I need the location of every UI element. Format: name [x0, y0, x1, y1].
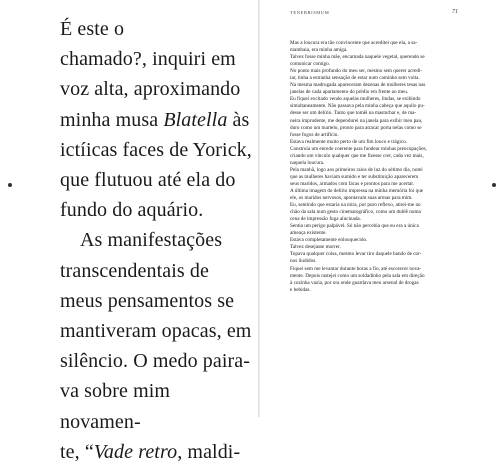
- text-line: desse ser um delírio. Tanto que tomêi na masturbar e, de ma-: [290, 110, 417, 117]
- text-line: Estava completamente enlouquecido.: [290, 237, 368, 244]
- text-line: Talvez desejasse morrer.: [290, 244, 341, 251]
- text-line: Estava realmente muito perto de um fim louco e trágico.: [290, 138, 407, 145]
- text-line: minha musa: [60, 108, 164, 131]
- text-line: silêncio. O medo paira-: [60, 350, 251, 373]
- text-line: comunicar comigo.: [290, 61, 331, 68]
- text-line: No ponto mais profundo do meu ser, mesmo sem querer acredi-: [290, 68, 423, 75]
- text-line: As manifestações: [80, 229, 223, 252]
- text-line: nos iludidos.: [290, 258, 317, 265]
- italic-term: Blatella: [163, 108, 228, 131]
- left-paragraph-1: [60, 14, 255, 225]
- text-line: chamado?, inquiri em: [60, 48, 236, 71]
- text-line: que as mulheres haviam sumido e ter substituição aparecerem: [290, 173, 419, 180]
- text-line: Sentia um perigo palpável. Só não percebia que eu era a única: [290, 223, 419, 230]
- text-line: simultaneamente. Não passava pela minha cabeça que aquilo pu-: [290, 103, 425, 110]
- text-line: Na mesma madrugada apareceram dezenas de mulheres tesas nas: [290, 82, 426, 89]
- text-line: à cozinha vazia, por ora onde guardava meu arsenal de drogas: [290, 279, 419, 286]
- text-line: mambaia, era minha amiga.: [290, 47, 348, 54]
- text-line: ictíicas faces de Yorick,: [60, 138, 252, 161]
- text-line: criando um vínculo qualquer que me fizesse crer, cada vez mais,: [290, 152, 424, 159]
- text-line: janelas de cada apartamento do prédio em frente ao meu.: [290, 89, 409, 96]
- text-line: A última imagem do delírio impressa na minha memória foi que: [290, 187, 424, 194]
- text-line: Pela manhã, logo aos primeiros raios de luz do sétimo dia, notei: [290, 166, 423, 173]
- page-number: 71: [452, 9, 458, 15]
- text-line: neira imprudente, me dependurei na janela para exibir meu pau,: [290, 117, 423, 124]
- text-line: Fiquei sem me levantar durante horas a fio, até escorecer nova-: [290, 265, 422, 272]
- text-line: É este o: [60, 18, 125, 40]
- right-page-text: [290, 40, 458, 294]
- text-line: tar, tinha a estranha sensação de estar num caminho sem volta.: [290, 75, 420, 82]
- text-line: fundo do aquário.: [60, 199, 204, 222]
- text-line: voz alta, aproximando: [60, 78, 241, 101]
- running-head: TENEBRISMUM: [290, 10, 330, 15]
- text-line: Eu, sentindo que estaria na mira, por puro reflexo, atirei-me no: [290, 202, 421, 209]
- text-line: naquela loucura.: [290, 159, 325, 166]
- page-marker-dot: [492, 183, 496, 187]
- text-line: meus pensamentos se: [60, 289, 235, 312]
- text-line: ele, os maridos nervosos, apontavam suas armas para mim.: [290, 195, 413, 202]
- left-page-text: [60, 14, 255, 467]
- text-line: cena de impressão fuga alucinada.: [290, 216, 362, 223]
- text-line: va sobre mim novamen-: [60, 380, 171, 433]
- text-line: chão da sala num gesto cinematográfico, como um dublê numa: [290, 209, 421, 216]
- italic-term: Vade retro: [93, 440, 178, 463]
- text-fragment: te, “: [60, 440, 94, 463]
- text-fragment: , maldi-: [177, 440, 241, 463]
- text-line: e bebidas.: [290, 286, 311, 293]
- text-line: ameaça existente.: [290, 230, 327, 237]
- page-marker-dot: [8, 183, 12, 187]
- text-line: mente. Depois rastejei como um soldadinho pela sala em direção: [290, 272, 425, 279]
- text-line: Eu fiquei excitado vendo aquelas mulheres, lindas, se exibindo: [290, 96, 421, 103]
- text-fragment: às: [227, 108, 250, 131]
- text-line: fosse fogos de artifício.: [290, 131, 339, 138]
- text-line: mantiveram opacas, em: [60, 320, 252, 343]
- text-line: Topava qualquer coisa, mesmo levar tiro daquele bando de cor-: [290, 251, 422, 258]
- text-line: Talvez fosse minha mãe, encarnada naquele vegetal, querendo se: [290, 54, 425, 61]
- text-line: que flutuou até ela do: [60, 169, 236, 192]
- text-line: duro como um martelo, pronto para atracar porta nelas como se: [290, 124, 422, 131]
- text-line: Mas a loucura era tão convincente que acreditei que ela, a sa-: [290, 40, 418, 46]
- left-paragraph-2: [60, 225, 255, 467]
- text-line: seus maridos, armados com facas e prontos para me acertar.: [290, 180, 415, 187]
- text-line: transcendentais de: [60, 259, 209, 282]
- text-line: Construía um enredo coerente para fundear minhas preocupações,: [290, 145, 427, 152]
